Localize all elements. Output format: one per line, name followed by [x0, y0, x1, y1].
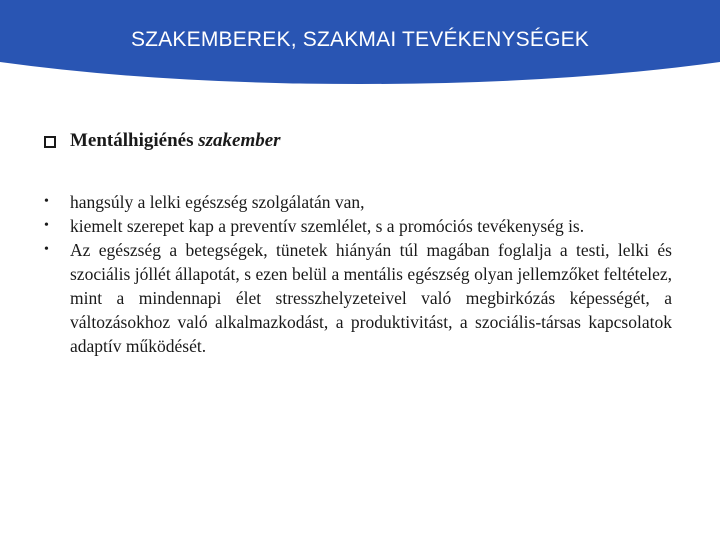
- bullet-text: kiemelt szerepet kap a preventív szemlélet, s a promóciós tevékenység is.: [70, 216, 585, 236]
- section-heading-text: [70, 130, 281, 152]
- section-heading-bold: Mentálhigiénés: [70, 130, 194, 151]
- bullet-mark: •: [44, 194, 49, 209]
- bullet-text: hangsúly a lelki egészség szolgálatán van,: [70, 192, 365, 212]
- list-item: [44, 190, 672, 214]
- slide-title: SZAKEMBEREK, SZAKMAI TEVÉKENYSÉGEK: [130, 28, 590, 51]
- bullet-text: Az egészség a betegségek, tünetek hiányán túl magában foglalja a testi, lelki és szociális jóllét állapotát, s ezen belül a mentális egészség olyan jellemzőket feltételez, mint a mindennapi élet stresszhelyzeteivel való megbirkózás képességét, a változásokhoz való alkalmazkodást, a produktivitást, a szociális-társas kapcsolatok adaptív működését.: [70, 240, 672, 356]
- bullet-mark: •: [44, 218, 49, 233]
- list-item: [44, 214, 672, 238]
- header-band: [0, 0, 720, 84]
- section-heading-italic: szakember: [198, 130, 281, 151]
- bullet-list: [44, 190, 672, 358]
- checkbox-outline-icon: [44, 136, 56, 148]
- bullet-mark: •: [44, 242, 49, 257]
- section-heading: [44, 130, 281, 152]
- list-item: [44, 238, 672, 358]
